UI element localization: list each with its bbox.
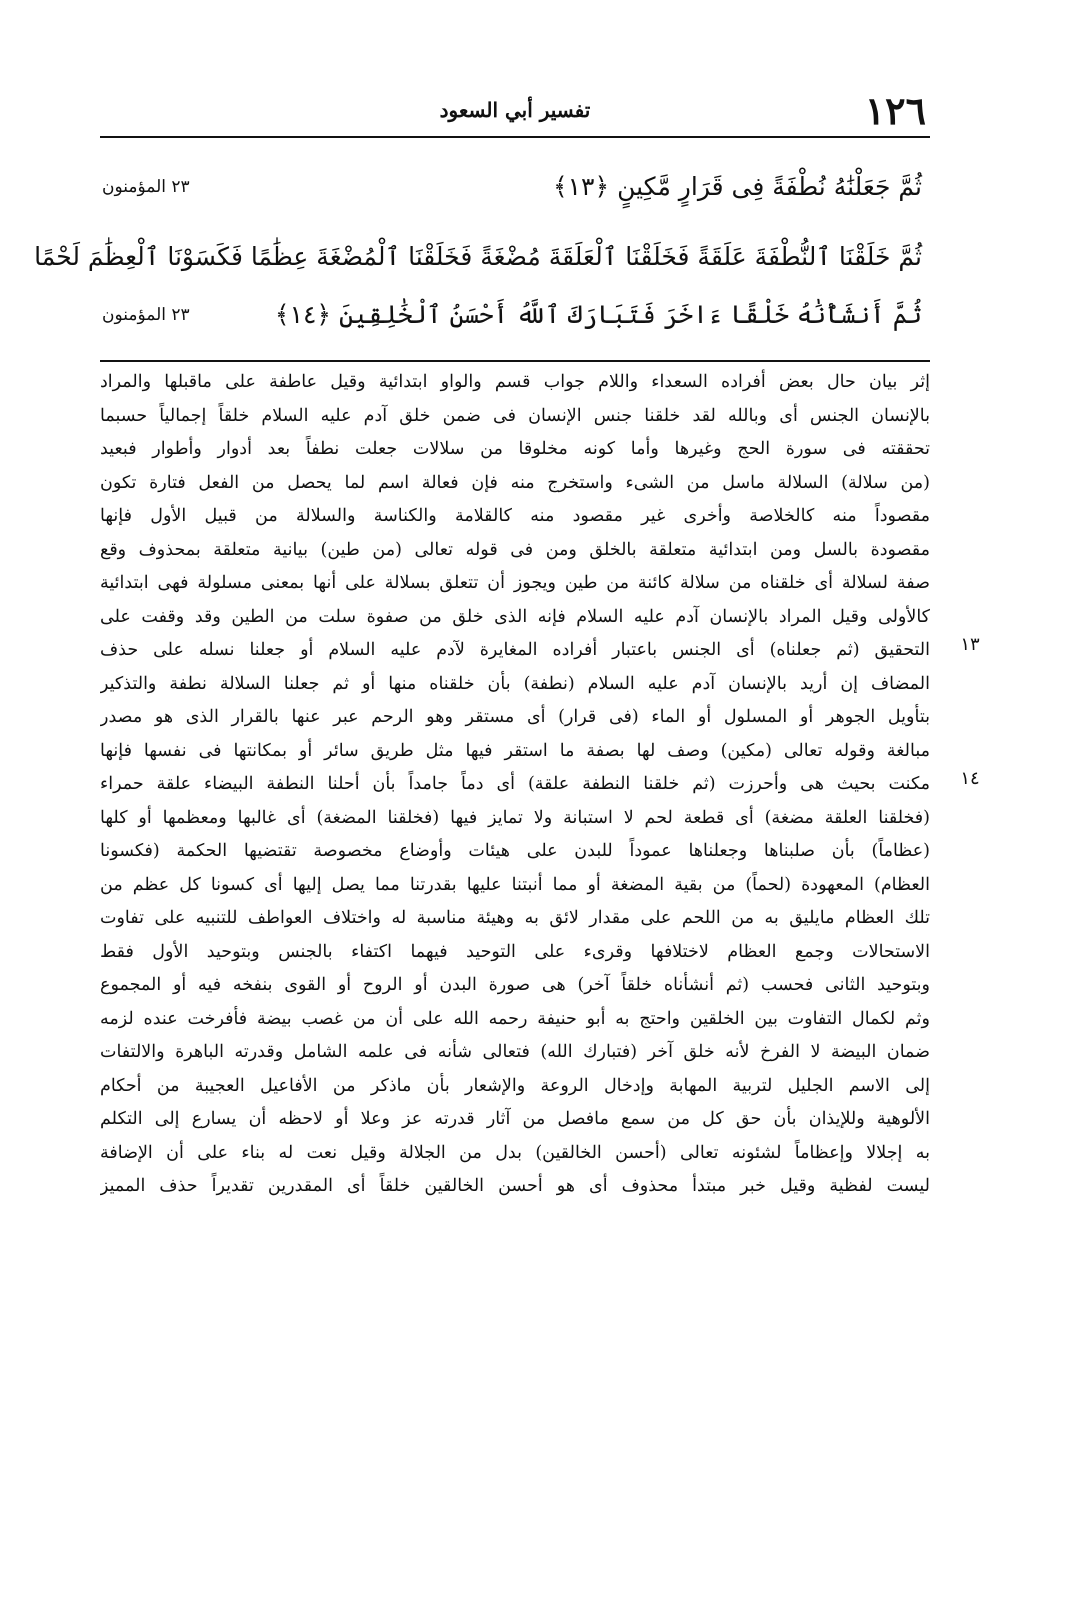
commentary-line: تحققته فى سورة الحج وغيرها وأما كونه مخلوقا من سلالات جعلت نطفاً بعد أدوار وأطوار فبعيد [100,439,930,459]
commentary-line: صفة لسلالة أى خلقناه من سلالة كائنة من طين ويجوز أن تتعلق بسلالة على أنها بمعنى مسلولة فهى ابتدائية [100,573,930,593]
commentary-line: مقصودة بالسل ومن ابتدائية متعلقة بالخلق ومن فى قوله تعالى (من طين) بيانية متعلقة بمحذوف وقع [100,539,930,560]
page-number: ١٢٦ [864,88,926,133]
commentary-line: إلى الاسم الجليل لتربية المهابة وإدخال الروعة والإشعار بأن ماذكر من الأفاعيل العجيبة من أحكام [100,1075,930,1096]
commentary-line: (فخلقنا العلقة مضغة) أى قطعة لحم لا استبانة ولا تمايز فيها (فخلقنا المضغة) أى غالبها ومعظمها أو كلها [100,807,930,828]
verse-number-marker: ١٣ [960,634,980,655]
commentary-line: ليست لفظية وقيل خبر مبتدأ محذوف أى هو أحسن الخالقين خلقاً أى المقدرين تقديراً حذف المميز [100,1176,930,1196]
verse-text: ثُمَّ أَنشَأْنَٰهُ خَلْقًا ءَاخَرَ فَتَبَارَكَ ٱللَّهُ أَحْسَنُ ٱلْخَٰلِقِينَ ﴿١٤﴾ [274,300,922,329]
verse-reference: ٢٣ المؤمنون [102,177,190,197]
page-header [100,88,930,138]
commentary-line: ضمان البيضة لا الفرخ لأنه خلق آخر (فتبارك الله) فتعالى شأنه فى علمه الشامل وقدرته الباهرة والالتفات [100,1042,930,1062]
verse-text: ثُمَّ خَلَقْنَا ٱلنُّطْفَةَ عَلَقَةً فَخَلَقْنَا ٱلْعَلَقَةَ مُضْغَةً فَخَلَقْنَا ٱلْمُضْغَةَ عِظَٰمًا فَكَسَوْنَا ٱلْعِظَٰمَ لَحْمًا [34,242,922,271]
commentary-line: وثم لكمال التفاوت بين الخلقين واحتج به أبو حنيفة رحمه الله على أن من غصب بيضة فأفرخت عنده لزمه [100,1008,930,1029]
commentary-line: المضاف إن أريد بالإنسان آدم عليه السلام (نطفة) بأن خلقناه منها أو ثم جعلنا السلالة نطفة والتذكير [100,673,930,694]
commentary-line: (عظاماً) بأن صلبناها وجعلناها عموداً للبدن على هيئات وأوضاع مخصوصة تقتضيها الحكمة (فكسونا [100,841,930,861]
commentary-line: وبتوحيد الثانى فحسب (ثم أنشأناه خلقاً آخر) هى صورة البدن أو الروح أو القوى بنفخه فيه أو المجموع [100,975,930,995]
commentary-line: إثر بيان حال بعض أفراده السعداء واللام جواب قسم والواو ابتدائية وقيل عاطفة على ماقبلها والمراد [100,372,930,392]
commentary-line: تلك العظام مايليق به من اللحم على مقدار لائق به وهيئة مناسبة له واختلاف العواطف للتنبيه على تفاوت [100,908,930,928]
running-title: تفسير أبي السعود [439,98,591,122]
verse-text: ثُمَّ جَعَلْنَٰهُ نُطْفَةً فِى قَرَارٍ مَّكِينٍ ﴿١٣﴾ [552,172,922,201]
verse-reference: ٢٣ المؤمنون [102,305,190,325]
commentary-line: مكنت بحيث هى وأحرزت (ثم خلقنا النطفة علقة) أى دماً جامداً بأن أحلنا النطفة البيضاء علقة حمراء [100,774,930,794]
verse-line [34,232,930,282]
commentary-line: كالأولى وقيل المراد بالإنسان آدم عليه السلام فإنه الذى خلق من صفوة سلت من الطين وقد وقفت على [100,606,930,627]
verse-line [100,290,930,340]
commentary-text [100,366,980,1204]
commentary-line: مبالغة وقوله تعالى (مكين) وصف لها بصفة ما استقر فيها مثل طريق سائر أو بمكانتها فى نفسها فإنها [100,740,930,761]
commentary-line: مقصوداً منه كالخلاصة وأخرى غير مقصود منه كالقلامة والكناسة والسلالة من قبيل الأول فإنها [100,506,930,526]
verse-line [100,162,930,212]
commentary-line: الاستحالات وجمع العظام لاختلافها وقرىء على التوحيد فيهما اكتفاء بالجنس وبتوحيد الأول فقط [100,941,930,962]
commentary-line: بالإنسان الجنس أى وبالله لقد خلقنا جنس الإنسان فى ضمن خلق آدم عليه السلام خلقاً إجمالياً حسبما [100,405,930,426]
commentary-line: بتأويل الجوهر أو المسلول أو الماء (فى قرار) أى مستقر وهو الرحم عبر عنها بالقرار الذى هو مصدر [100,707,930,727]
commentary-line: به إجلالا وإعظاماً لشئونه تعالى (أحسن الخالقين) بدل من الجلالة وقيل نعت له بناء على أن الإضافة [100,1142,930,1163]
commentary-line: الألوهية وللإيذان بأن حق كل من سمع مافصل من آثار قدرته عز وعلا أو لاحظه أن يسارع إلى التكلم [100,1109,930,1129]
verse-number-marker: ١٤ [960,768,980,789]
commentary-line: (من سلالة) السلالة ماسل من الشىء واستخرج منه فإن فعالة اسم لما يحصل من الفعل فتارة تكون [100,472,930,493]
commentary-line: العظام) المعهودة (لحماً) من بقية المضغة أو مما أنبتنا عليها بقدرتنا مما يصل إليها أى كسونا كل عظم من [100,874,930,895]
commentary-line: التحقيق (ثم جعلناه) أى الجنس باعتبار أفراده المغايرة لآدم عليه السلام أو جعلنا نسله على حذف [100,640,930,660]
quran-verses-block [34,160,930,362]
